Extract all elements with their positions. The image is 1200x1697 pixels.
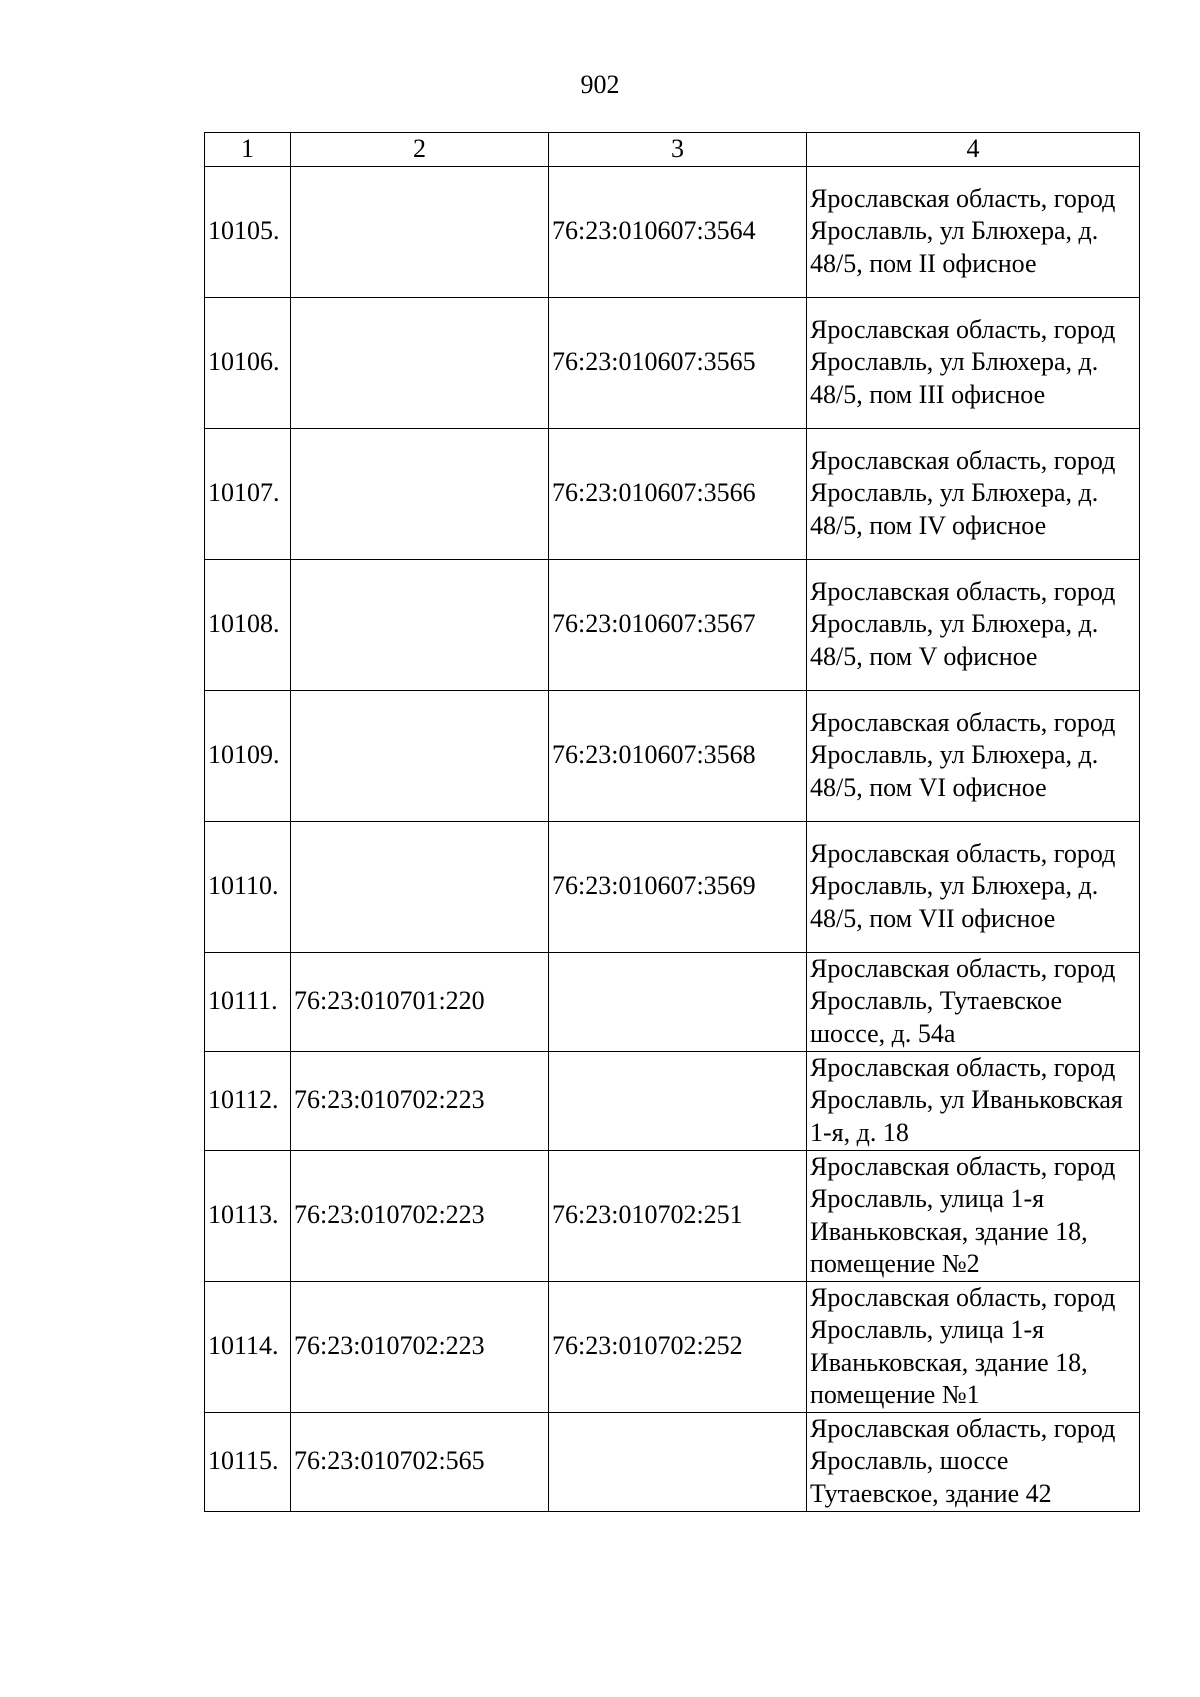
cadastral-number-col3: 76:23:010607:3566 [549,428,807,559]
row-number: 10112. [205,1051,291,1150]
cadastral-number-col3: 76:23:010607:3564 [549,166,807,297]
table-row [205,1412,1140,1511]
address-cell: Ярославская область, город Ярославль, улица 1-я Иваньковская, здание 18, помещение №2 [807,1150,1140,1281]
cadastral-number-col2 [291,690,549,821]
address-cell: Ярославская область, город Ярославль, ул Блюхера, д. 48/5, пом IV офисное [807,428,1140,559]
row-number: 10106. [205,297,291,428]
row-number: 10107. [205,428,291,559]
table-row [205,1051,1140,1150]
cadastral-number-col2 [291,166,549,297]
cadastral-number-col3 [549,1051,807,1150]
table-row [205,952,1140,1051]
address-cell: Ярославская область, город Ярославль, улица 1-я Иваньковская, здание 18, помещение №1 [807,1281,1140,1412]
row-number: 10115. [205,1412,291,1511]
cadastral-number-col3: 76:23:010702:252 [549,1281,807,1412]
cadastral-number-col2 [291,821,549,952]
cadastral-number-col2 [291,559,549,690]
column-header-4: 4 [807,133,1140,167]
cadastral-number-col3: 76:23:010607:3569 [549,821,807,952]
address-cell: Ярославская область, город Ярославль, шоссе Тутаевское, здание 42 [807,1412,1140,1511]
cadastral-number-col2: 76:23:010702:223 [291,1051,549,1150]
row-number: 10105. [205,166,291,297]
row-number: 10114. [205,1281,291,1412]
table-row [205,559,1140,690]
page-number: 902 [580,70,620,99]
address-cell: Ярославская область, город Ярославль, ул Иваньковская 1-я, д. 18 [807,1051,1140,1150]
cadastral-number-col3 [549,952,807,1051]
cadastral-number-col2: 76:23:010702:223 [291,1281,549,1412]
column-header-1: 1 [205,133,291,167]
table-row [205,690,1140,821]
column-header-2: 2 [291,133,549,167]
address-cell: Ярославская область, город Ярославль, ул Блюхера, д. 48/5, пом VI офисное [807,690,1140,821]
row-number: 10111. [205,952,291,1051]
registry-table [204,132,1140,1512]
cadastral-number-col2: 76:23:010702:223 [291,1150,549,1281]
cadastral-number-col2: 76:23:010702:565 [291,1412,549,1511]
row-number: 10109. [205,690,291,821]
row-number: 10108. [205,559,291,690]
cadastral-number-col3: 76:23:010607:3567 [549,559,807,690]
cadastral-number-col2 [291,297,549,428]
address-cell: Ярославская область, город Ярославль, Тутаевское шоссе, д. 54а [807,952,1140,1051]
cadastral-number-col3: 76:23:010607:3565 [549,297,807,428]
table-row [205,821,1140,952]
cadastral-number-col3: 76:23:010702:251 [549,1150,807,1281]
row-number: 10113. [205,1150,291,1281]
address-cell: Ярославская область, город Ярославль, ул Блюхера, д. 48/5, пом V офисное [807,559,1140,690]
table-row [205,428,1140,559]
address-cell: Ярославская область, город Ярославль, ул Блюхера, д. 48/5, пом III офисное [807,297,1140,428]
row-number: 10110. [205,821,291,952]
address-cell: Ярославская область, город Ярославль, ул Блюхера, д. 48/5, пом VII офисное [807,821,1140,952]
table-row [205,1281,1140,1412]
table-row [205,297,1140,428]
cadastral-number-col2: 76:23:010701:220 [291,952,549,1051]
cadastral-number-col3 [549,1412,807,1511]
cadastral-number-col2 [291,428,549,559]
column-header-3: 3 [549,133,807,167]
cadastral-number-col3: 76:23:010607:3568 [549,690,807,821]
table-row [205,166,1140,297]
address-cell: Ярославская область, город Ярославль, ул Блюхера, д. 48/5, пом II офисное [807,166,1140,297]
table-row [205,1150,1140,1281]
table-header-row [205,133,1140,167]
